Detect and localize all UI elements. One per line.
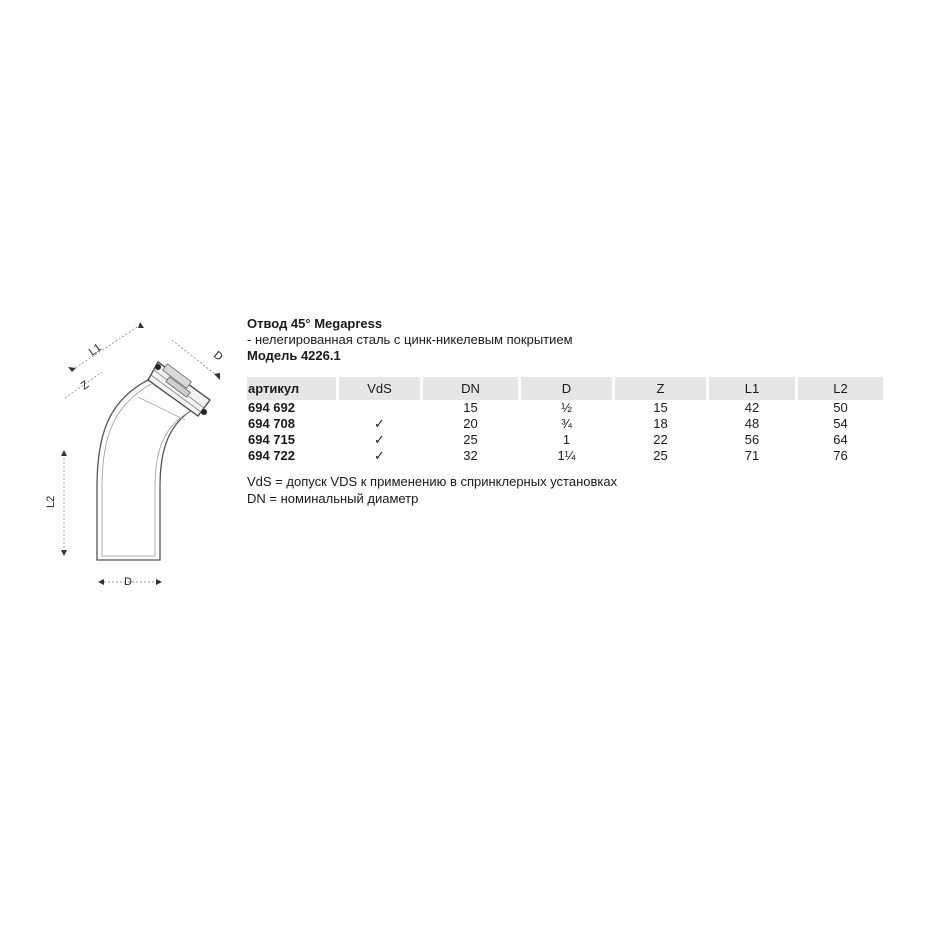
product-title: Отвод 45° Megapress — [247, 316, 383, 331]
cell-dn: 20 — [463, 416, 478, 431]
cell-vds: ✓ — [374, 448, 385, 463]
cell-l2: 54 — [833, 416, 848, 431]
o-ring-marker — [155, 364, 161, 370]
header-z: Z — [615, 377, 706, 400]
label-l1: L1 — [86, 341, 104, 359]
cell-z: 22 — [653, 432, 668, 447]
o-ring-marker — [201, 409, 207, 415]
cell-dn: 25 — [463, 432, 478, 447]
cell-vds: ✓ — [374, 416, 385, 431]
header-d: D — [521, 377, 612, 400]
label-d-top: D — [211, 349, 225, 364]
note-vds: VdS = допуск VDS к применению в спринклерных установках — [247, 474, 618, 489]
cell-d: 1¼ — [557, 448, 576, 463]
table-header-row — [247, 377, 883, 400]
specs-table — [244, 377, 886, 464]
cell-l1: 48 — [744, 416, 760, 431]
header-dn: DN — [423, 377, 518, 400]
cell-article: 694 715 — [248, 432, 295, 447]
cell-l1: 71 — [744, 448, 760, 463]
cell-article: 694 708 — [248, 416, 295, 431]
table-row — [247, 448, 883, 464]
cell-article: 694 692 — [248, 400, 295, 415]
note-dn: DN = номинальный диаметр — [247, 491, 419, 506]
cell-l1: 42 — [744, 400, 760, 415]
product-material: - нелегированная сталь с цинк-никелевым покрытием — [247, 332, 573, 347]
cell-l2: 64 — [833, 432, 848, 447]
product-model: Модель 4226.1 — [247, 348, 341, 363]
product-info — [247, 316, 887, 507]
cell-d: ½ — [561, 400, 572, 415]
cell-z: 18 — [653, 416, 668, 431]
label-l2: L2 — [45, 495, 57, 508]
cell-l1: 56 — [744, 432, 760, 447]
cell-vds — [339, 400, 420, 416]
elbow-45-diagram — [40, 312, 230, 608]
label-d-bottom: D — [124, 576, 132, 588]
header-l1: L1 — [709, 377, 795, 400]
cell-vds: ✓ — [374, 432, 385, 447]
cell-z: 15 — [653, 400, 668, 415]
cell-d: ¾ — [561, 416, 572, 431]
label-z: Z — [78, 378, 92, 393]
cell-z: 25 — [653, 448, 668, 463]
cell-d: 1 — [562, 432, 571, 447]
cell-l2: 76 — [833, 448, 848, 463]
header-l2: L2 — [798, 377, 883, 400]
header-vds: VdS — [339, 377, 420, 400]
table-row — [247, 432, 883, 448]
table-row — [247, 400, 883, 416]
table-row — [247, 416, 883, 432]
header-article: артикул — [247, 377, 336, 400]
fitting-drawing — [40, 312, 230, 608]
cell-dn: 15 — [463, 400, 478, 415]
cell-article: 694 722 — [248, 448, 295, 463]
cell-dn: 32 — [463, 448, 478, 463]
cell-l2: 50 — [833, 400, 848, 415]
notes — [247, 473, 887, 507]
